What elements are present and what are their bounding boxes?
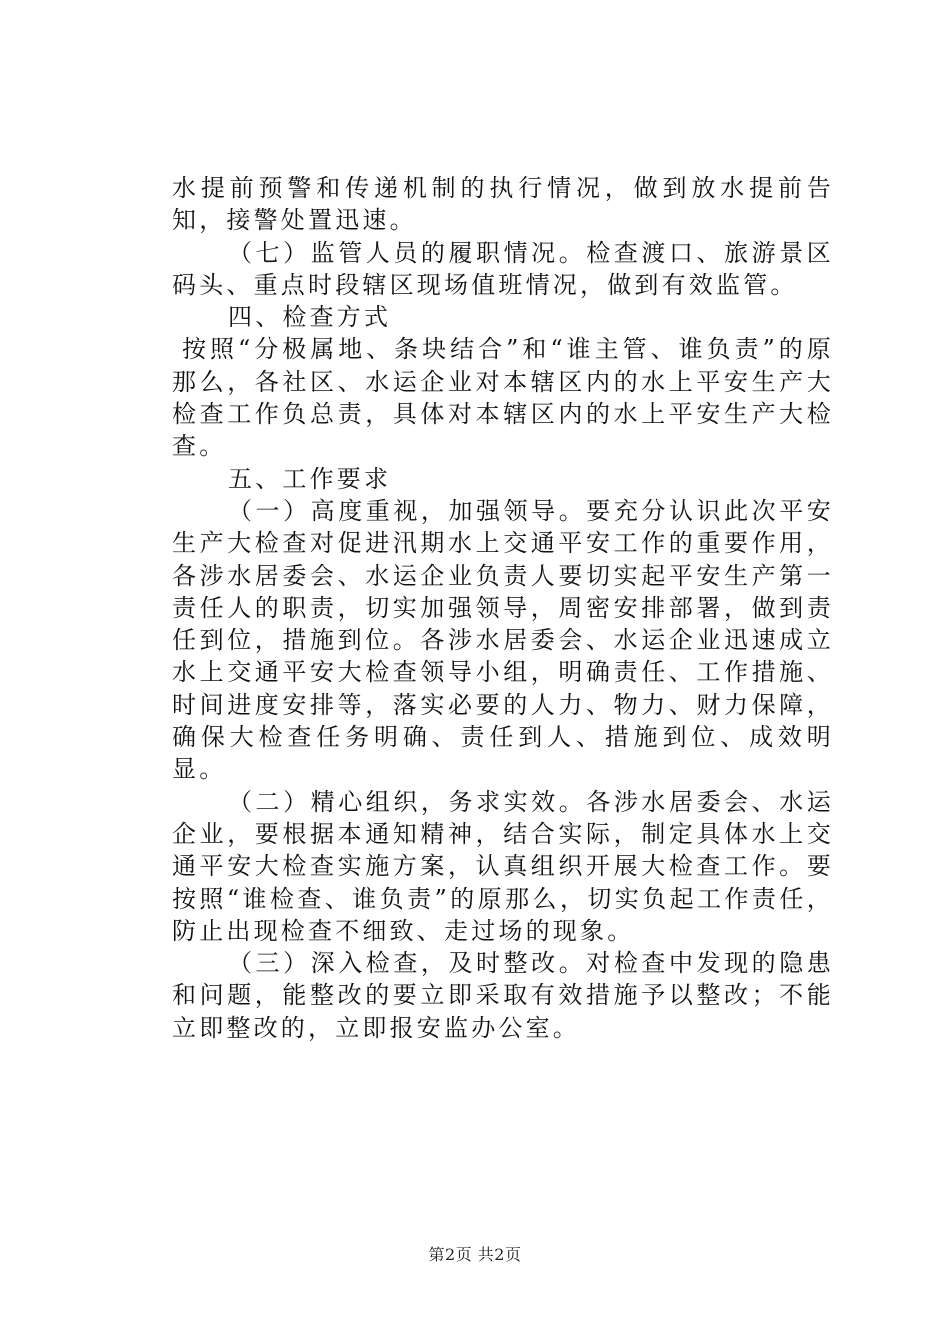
paragraph-requirement-three: （三）深入检查，及时整改。对检查中发现的隐患和问题，能整改的要立即采取有效措施予以整改；不能立即整改的，立即报安监办公室。 [172,949,834,1042]
page-footer: 第2页 共2页 [428,1245,522,1264]
document-body [172,172,834,1044]
paragraph-inspection-method: 按照“分极属地、条块结合”和“谁主管、谁负责”的原那么，各社区、水运企业对本辖区内的水上平安生产大检查工作负总责，具体对本辖区内的水上平安生产大检查。 [172,335,834,461]
paragraph-requirement-one: （一）高度重视，加强领导。要充分认识此次平安生产大检查对促进汛期水上交通平安工作的重要作用，各涉水居委会、水运企业负责人要切实起平安生产第一责任人的职责，切实加强领导，周密安排部署，做到责任到位，措施到位。各涉水居委会、水运企业迅速成立水上交通平安大检查领导小组，明确责任、工作措施、时间进度安排等，落实必要的人力、物力、财力保障，确保大检查任务明确、责任到人、措施到位、成效明显。 [172,496,834,784]
section-heading-inspection-method: 四、检查方式 [228,303,392,332]
paragraph-item-seven: （七）监管人员的履职情况。检查渡口、旅游景区码头、重点时段辖区现场值班情况，做到有效监管。 [172,238,834,299]
paragraph-requirement-two: （二）精心组织，务求实效。各涉水居委会、水运企业，要根据本通知精神，结合实际，制定具体水上交通平安大检查实施方案，认真组织开展大检查工作。要按照“谁检查、谁负责”的原那么，切实负起工作责任，防止出现检查不细致、走过场的现象。 [172,787,834,945]
paragraph-continuation: 水提前预警和传递机制的执行情况，做到放水提前告知，接警处置迅速。 [172,174,834,235]
section-heading-work-requirements: 五、工作要求 [228,464,392,493]
